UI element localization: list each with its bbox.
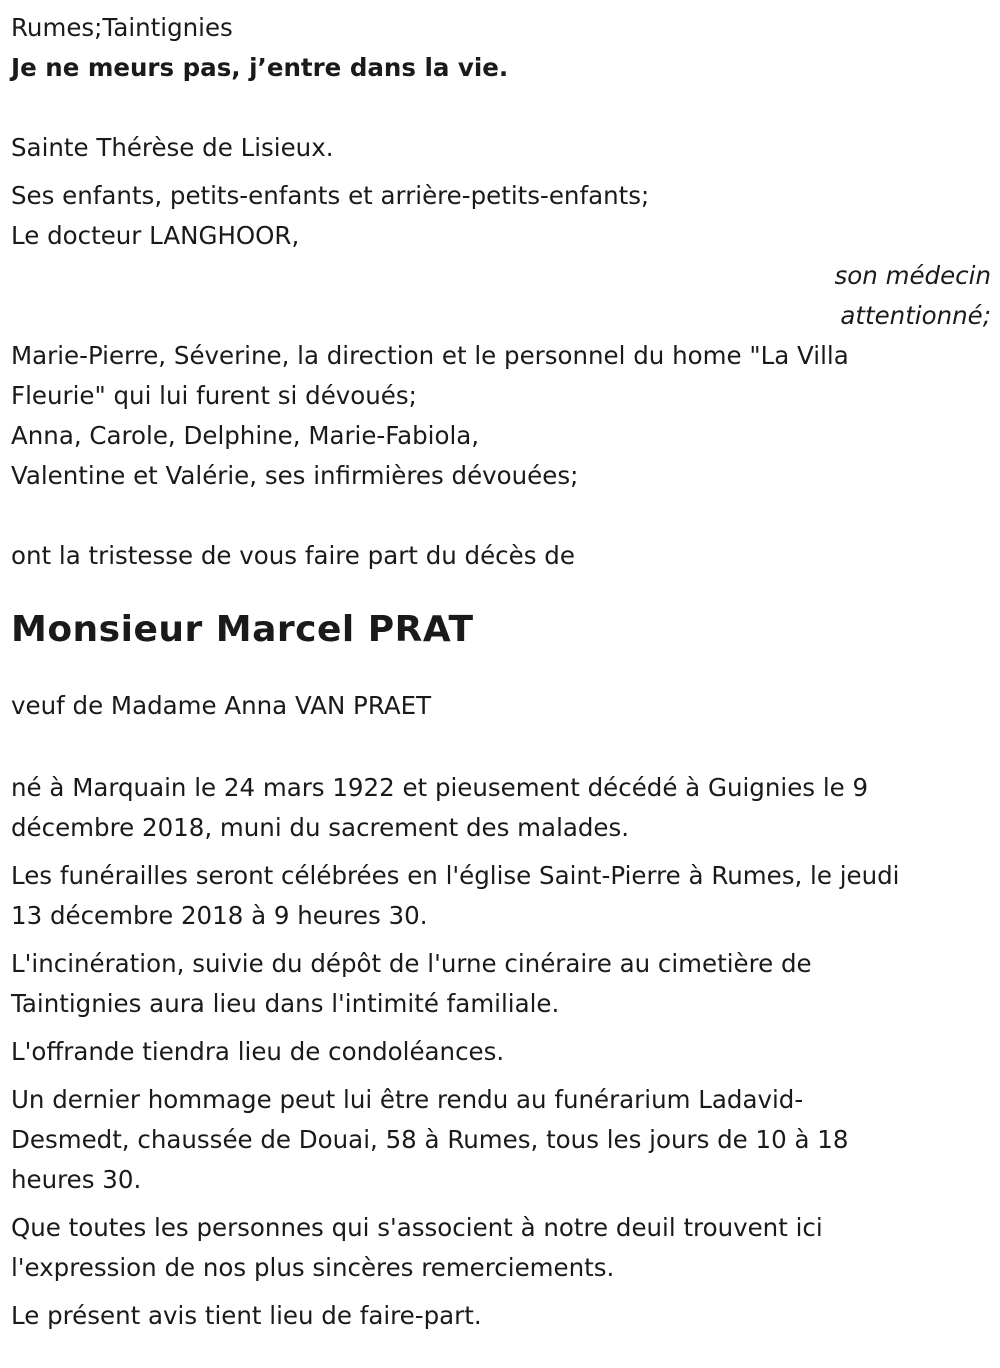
cremation-line: L'incinération, suivie du dépôt de l'urne cinéraire au cimetière de	[11, 949, 812, 978]
birth-death-line: né à Marquain le 24 mars 1922 et pieusement décédé à Guignies le 9	[11, 773, 869, 802]
spacer	[11, 168, 991, 176]
deceased-name: Monsieur Marcel PRAT	[11, 609, 474, 650]
spacer	[11, 496, 991, 536]
spacer	[11, 1288, 991, 1296]
funeral-line: Les funérailles seront célébrées en l'église Saint-Pierre à Rumes, le jeudi	[11, 861, 900, 890]
announcement-intro: ont la tristesse de vous faire part du décès de	[11, 541, 575, 570]
spacer	[11, 1200, 991, 1208]
spacer	[11, 654, 991, 686]
spacer	[11, 584, 991, 606]
tribute-line: Un dernier hommage peut lui être rendu au funérarium Ladavid-	[11, 1085, 804, 1114]
mourners-nurses: Anna, Carole, Delphine, Marie-Fabiola,	[11, 421, 480, 450]
offering-line: L'offrande tiendra lieu de condoléances.	[11, 1037, 505, 1066]
doctor-note-2: attentionné;	[840, 301, 991, 330]
thanks-line-cont: l'expression de nos plus sincères remerciements.	[11, 1253, 615, 1282]
tribute-line-cont: Desmedt, chaussée de Douai, 58 à Rumes, tous les jours de 10 à 18	[11, 1125, 849, 1154]
cremation-line-cont: Taintignies aura lieu dans l'intimité familiale.	[11, 989, 560, 1018]
mourners-home-staff-cont: Fleurie" qui lui furent si dévoués;	[11, 381, 417, 410]
thanks-line: Que toutes les personnes qui s'associent à notre deuil trouvent ici	[11, 1213, 823, 1242]
closing-line: Le présent avis tient lieu de faire-part.	[11, 1301, 482, 1330]
spacer	[11, 936, 991, 944]
mourners-doctor: Le docteur LANGHOOR,	[11, 221, 300, 250]
motto: Je ne meurs pas, j’entre dans la vie.	[11, 53, 509, 82]
spouse-line: veuf de Madame Anna VAN PRAET	[11, 691, 432, 720]
obituary-notice	[11, 8, 991, 1336]
doctor-note-1: son médecin	[834, 261, 991, 290]
spacer	[11, 848, 991, 856]
motto-author: Sainte Thérèse de Lisieux.	[11, 133, 334, 162]
mourners-home-staff: Marie-Pierre, Séverine, la direction et le personnel du home "La Villa	[11, 341, 849, 370]
location: Rumes;Taintignies	[11, 13, 233, 42]
spacer	[11, 1072, 991, 1080]
spacer	[11, 88, 991, 128]
birth-death-line-cont: décembre 2018, muni du sacrement des malades.	[11, 813, 630, 842]
spacer	[11, 576, 991, 584]
mourners-family: Ses enfants, petits-enfants et arrière-petits-enfants;	[11, 181, 650, 210]
funeral-line-cont: 13 décembre 2018 à 9 heures 30.	[11, 901, 428, 930]
mourners-nurses-cont: Valentine et Valérie, ses infirmières dévouées;	[11, 461, 579, 490]
spacer	[11, 726, 991, 766]
spacer	[11, 1024, 991, 1032]
tribute-line-end: heures 30.	[11, 1165, 142, 1194]
